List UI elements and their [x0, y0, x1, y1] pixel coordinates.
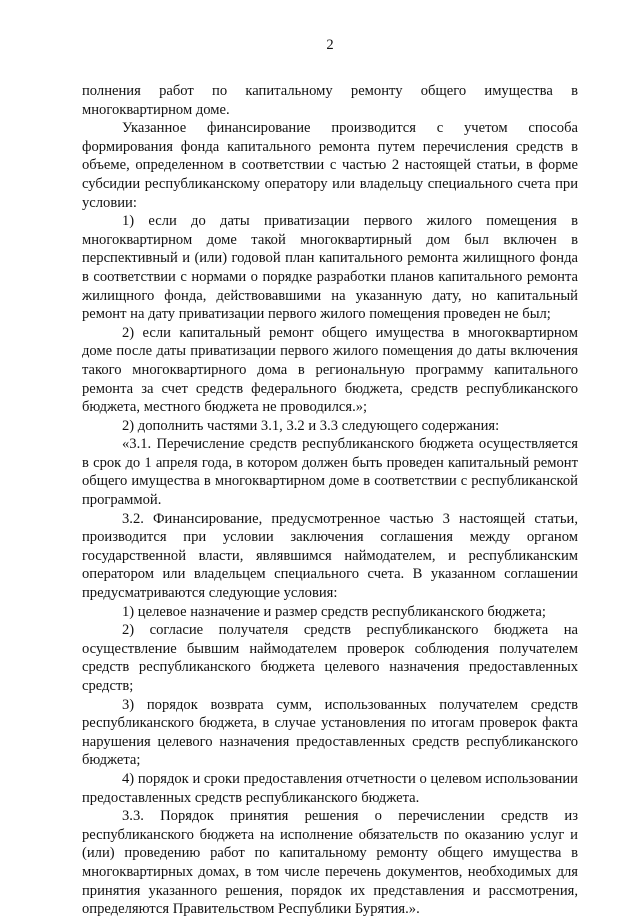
page-number: 2: [326, 37, 334, 53]
paragraph: полнения работ по капитальному ремонту общего имущества в многоквартирном доме.: [82, 83, 578, 118]
paragraph: 3) порядок возврата сумм, использованных получателем средств республиканского бюджета, в случае установления по итогам проверок факта нарушения целевого назначения предоставленных средств республиканского бюджета;: [82, 696, 578, 769]
paragraph: 2) дополнить частями 3.1, 3.2 и 3.3 следующего содержания:: [122, 417, 500, 434]
paragraph: 2) если капитальный ремонт общего имущества в многоквартирном доме после даты приватизации первого жилого помещения до даты включения такого многоквартирного дома в региональную программу капитального ремонта за счет средств федерального бюджета, средств республиканского бюджета, местного бюджета не проводился.»;: [82, 324, 578, 416]
paragraph: «3.1. Перечисление средств республиканского бюджета осуществляется в срок до 1 апреля года, в котором должен быть проведен капитальный ремонт общего имущества в многоквартирном доме в соответствии с республиканской программой.: [82, 436, 578, 509]
paragraph: 3.3. Порядок принятия решения о перечислении средств из республиканского бюджета на исполнение обязательств по оказанию услуг и (или) проведению работ по капитальному ремонту общего имущества в многоквартирных домах, в том числе перечень документов, необходимых для принятия указанного решения, порядок их представления и рассмотрения, определяются Правительством Республики Бурятия.».: [82, 808, 578, 918]
document-page: [82, 36, 578, 919]
paragraph: 2) согласие получателя средств республиканского бюджета на осуществление бывшим наймодателем проверок соблюдения получателем средств республиканского бюджета целевого назначения предоставленных средств;: [82, 622, 578, 694]
paragraph: Указанное финансирование производится с учетом способа формирования фонда капитального ремонта путем перечисления средств в объеме, определенном в соответствии с частью 2 настоящей статьи, в форме субсидии республиканскому оператору или владельцу специального счета при условии:: [82, 120, 578, 211]
paragraph: 4) порядок и сроки предоставления отчетности о целевом использовании предоставленных средств республиканского бюджета.: [82, 770, 578, 806]
paragraph: 1) если до даты приватизации первого жилого помещения в многоквартирном доме такой многоквартирный дом был включен в перспективный и (или) годовой план капитального ремонта жилищного фонда в соответствии с нормами о порядке разработки планов капитального ремонта жилищного фонда, действовавшими на указанную дату, но капитальный ремонт на дату приватизации первого жилого помещения проведен не был;: [82, 213, 578, 323]
document-body: [82, 82, 578, 919]
paragraph: 3.2. Финансирование, предусмотренное частью 3 настоящей статьи, производится при условии заключения соглашения между органом государственной власти, являвшимся наймодателем, и республиканским оператором или владельцем специального счета. В указанном соглашении предусматриваются следующие условия:: [82, 510, 578, 602]
paragraph: 1) целевое назначение и размер средств республиканского бюджета;: [122, 603, 546, 620]
